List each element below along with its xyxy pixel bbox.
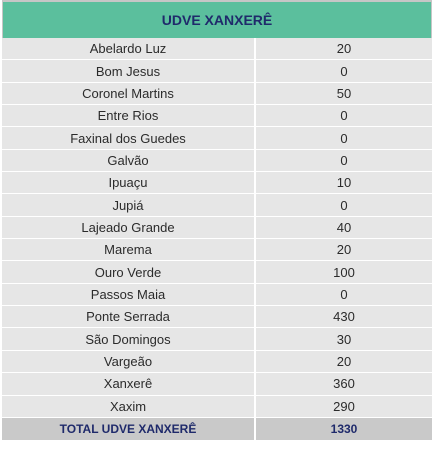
municipio-cell: Coronel Martins <box>2 83 256 104</box>
municipio-cell: Lajeado Grande <box>2 217 256 238</box>
table-row <box>2 373 432 395</box>
municipio-cell: São Domingos <box>2 328 256 349</box>
valor-cell: 0 <box>340 152 348 168</box>
table-row <box>2 239 432 261</box>
valor-cell: 30 <box>336 331 352 347</box>
valor-cell: 0 <box>340 108 348 124</box>
total-row <box>2 418 432 440</box>
municipio-cell: Vargeão <box>2 351 256 372</box>
table-row <box>2 172 432 194</box>
valor-cell: 0 <box>340 63 348 79</box>
municipio-cell: Jupiá <box>2 194 256 215</box>
valor-cell: 50 <box>336 85 352 101</box>
valor-cell: 360 <box>333 376 355 392</box>
table-row <box>2 351 432 373</box>
valor-cell: 0 <box>340 197 348 213</box>
municipio-cell: Xaxim <box>2 396 256 417</box>
municipio-cell: Bom Jesus <box>2 60 256 81</box>
valor-cell: 20 <box>336 41 352 57</box>
municipio-cell: Abelardo Luz <box>2 38 256 59</box>
municipio-cell: Entre Rios <box>2 105 256 126</box>
table-row <box>2 194 432 216</box>
valor-cell: 430 <box>333 309 355 325</box>
valor-cell: 0 <box>340 286 348 302</box>
valor-cell: 20 <box>336 242 352 258</box>
table-row <box>2 328 432 350</box>
municipio-cell: Faxinal dos Guedes <box>2 127 256 148</box>
table-row <box>2 127 432 149</box>
municipio-cell: Ouro Verde <box>2 261 256 282</box>
table-row <box>2 38 432 60</box>
municipio-cell: Ipuaçu <box>2 172 256 193</box>
total-label: TOTAL UDVE XANXERÊ <box>2 418 256 440</box>
table-row <box>2 306 432 328</box>
municipio-cell: Ponte Serrada <box>2 306 256 327</box>
valor-cell: 40 <box>336 219 352 235</box>
table-title: UDVE XANXERÊ <box>2 0 432 38</box>
table-row <box>2 83 432 105</box>
valor-cell: 20 <box>336 353 352 369</box>
municipio-cell: Marema <box>2 239 256 260</box>
valor-cell: 290 <box>333 398 355 414</box>
valor-cell: 10 <box>336 175 352 191</box>
table-body <box>2 38 432 418</box>
table-row <box>2 284 432 306</box>
municipio-cell: Passos Maia <box>2 284 256 305</box>
municipio-cell: Galvão <box>2 150 256 171</box>
table-row <box>2 60 432 82</box>
valor-cell: 100 <box>333 264 355 280</box>
valor-cell: 0 <box>340 130 348 146</box>
municipio-cell: Xanxerê <box>2 373 256 394</box>
table-row <box>2 105 432 127</box>
total-value: 1330 <box>330 421 358 436</box>
table-row <box>2 396 432 418</box>
table-row <box>2 261 432 283</box>
udve-table <box>2 0 432 440</box>
table-row <box>2 217 432 239</box>
table-row <box>2 150 432 172</box>
